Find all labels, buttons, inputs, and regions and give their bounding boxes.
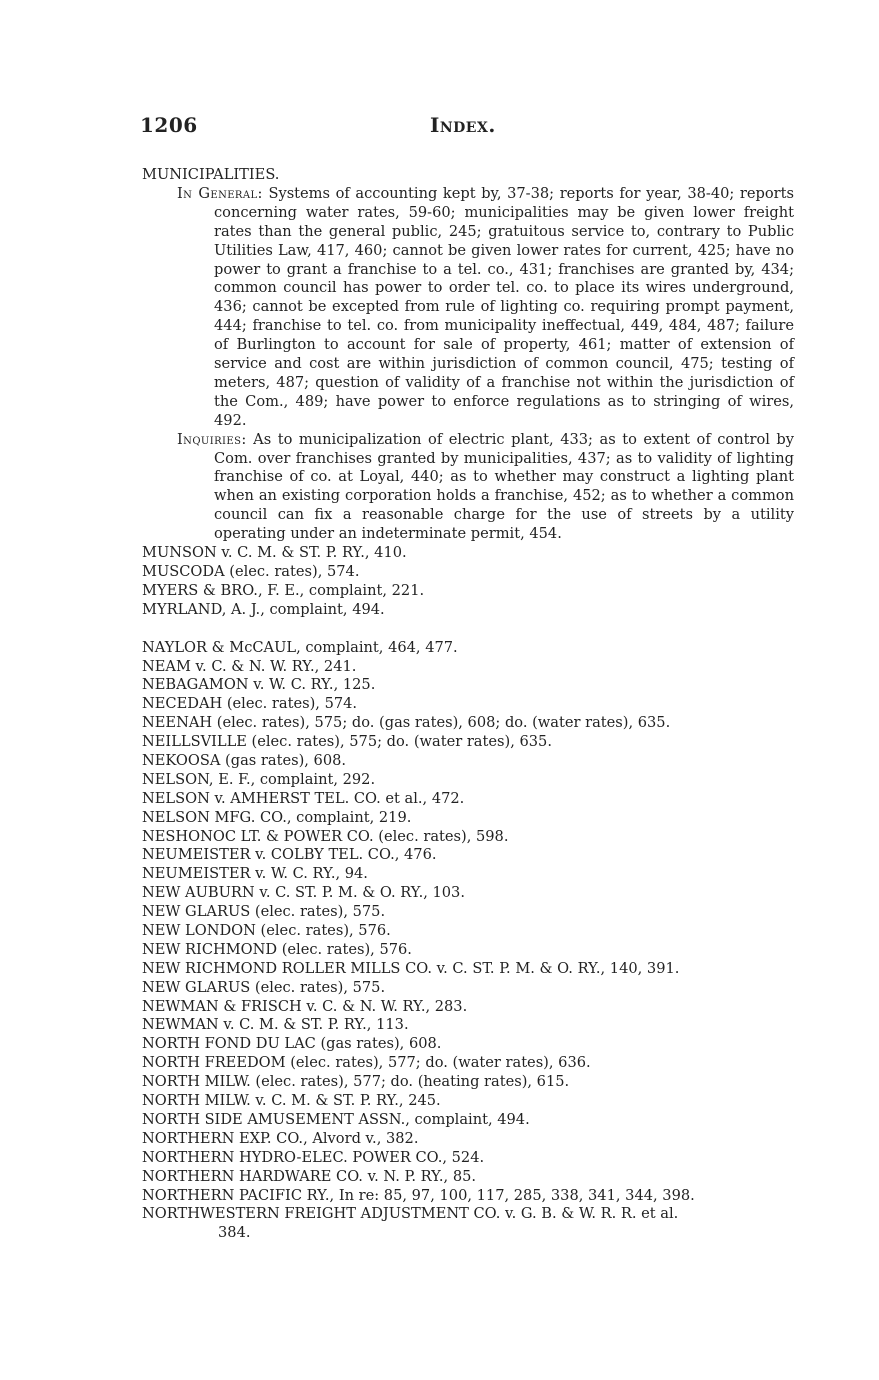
index-entry: NEW RICHMOND (elec. rates), 576. [142, 940, 412, 958]
index-entry: NEAM v. C. & N. W. RY., 241. [142, 657, 357, 675]
index-entry: NEW GLARUS (elec. rates), 575. [142, 903, 386, 921]
index-entry: NORTH MILW. v. C. M. & ST. P. RY., 245. [142, 1092, 441, 1110]
index-entry: NORTHERN PACIFIC RY., In re: 85, 97, 100, 117, 285, 338, 341, 344, 398. [142, 1186, 695, 1204]
subentry-text: Systems of accounting kept by, 37-38; reports for year, 38-40; reports concerning water rates, 59-60; municipalities may be given lower freight rates than the general public, 245; gratuitous service to, contrary to Public Utilities Law, 417, 460; cannot be given lower rates for current, 425; have no power to grant a franchise to a tel. co., 431; franchises are granted by, 434; common council has power to order tel. co. to place its wires underground, 436; cannot be excepted from rule of lighting co. requiring prompt payment, 444; franchise to tel. co. from municipality ineffectual, 449, 484, 487; failure of Burlington to account for sale of property, 461; matter of extension of service and cost are within jurisdiction of common council, 475; testing of meters, 487; question of validity of a franchise not within the jurisdiction of the Com., 489; have power to enforce regulations as to stringing of wires, 492. [214, 184, 795, 429]
index-entry: NELSON v. AMHERST TEL. CO. et al., 472. [142, 789, 465, 807]
index-entry: NORTH FREEDOM (elec. rates), 577; do. (water rates), 636. [142, 1054, 591, 1072]
subentry-text: As to municipalization of electric plant, 433; as to extent of control by Com. over franchises granted by municipalities, 437; as to validity of lighting franchise of co. at Loyal, 440; as to whether may construct a lighting plant when an existing corporation holds a franchise, 452; as to whether a common council can fix a reasonable charge for the use of streets by a utility operating under an indeterminate permit, 454. [214, 430, 795, 543]
subentry-label: In General: [177, 184, 263, 202]
index-entry: NEILLSVILLE (elec. rates), 575; do. (water rates), 635. [142, 733, 552, 751]
index-entry: NORTHERN HYDRO-ELEC. POWER CO., 524. [142, 1148, 485, 1166]
index-entry: NEBAGAMON v. W. C. RY., 125. [142, 676, 376, 694]
index-entry: NORTHWESTERN FREIGHT ADJUSTMENT CO. v. G. B. & W. R. R. et al. [142, 1205, 679, 1223]
index-entry: NEWMAN & FRISCH v. C. & N. W. RY., 283. [142, 997, 468, 1015]
index-entry: NEW AUBURN v. C. ST. P. M. & O. RY., 103. [142, 884, 465, 902]
index-entry: NEWMAN v. C. M. & ST. P. RY., 113. [142, 1016, 409, 1034]
index-entry: MUSCODA (elec. rates), 574. [142, 563, 360, 580]
running-head: Index. [430, 113, 496, 137]
index-entry: NORTH SIDE AMUSEMENT ASSN., complaint, 494. [142, 1110, 530, 1128]
page-header [140, 113, 795, 143]
page-number: 1206 [140, 113, 198, 137]
index-entry: NECEDAH (elec. rates), 574. [142, 695, 358, 713]
index-entry: NELSON, E. F., complaint, 292. [142, 770, 376, 788]
index-entry: NORTH MILW. (elec. rates), 577; do. (heating rates), 615. [142, 1073, 570, 1091]
entry-heading-municipalities: MUNICIPALITIES. [142, 166, 280, 183]
index-entry: NEUMEISTER v. COLBY TEL. CO., 476. [142, 846, 437, 864]
index-entry: NEUMEISTER v. W. C. RY., 94. [142, 865, 368, 883]
index-entry: NORTH FOND DU LAC (gas rates), 608. [142, 1035, 442, 1053]
index-entry: MYRLAND, A. J., complaint, 494. [142, 600, 385, 618]
index-entry-continuation: 384. [218, 1224, 251, 1242]
index-entry: NEENAH (elec. rates), 575; do. (gas rates), 608; do. (water rates), 635. [142, 714, 671, 732]
index-entry: NEW GLARUS (elec. rates), 575. [142, 978, 386, 996]
index-entry: MUNSON v. C. M. & ST. P. RY., 410. [142, 544, 407, 562]
index-body [142, 166, 794, 1243]
index-entry: MYERS & BRO., F. E., complaint, 221. [142, 581, 425, 599]
subentry-label: Inquiries: [177, 430, 247, 448]
index-entry: NORTHERN HARDWARE CO. v. N. P. RY., 85. [142, 1167, 477, 1185]
index-entry: NEW RICHMOND ROLLER MILLS CO. v. C. ST. P. M. & O. RY., 140, 391. [142, 959, 680, 977]
index-entry: NEKOOSA (gas rates), 608. [142, 752, 347, 770]
index-entry: NORTHERN EXP. CO., Alvord v., 382. [142, 1129, 419, 1147]
index-entry: NEW LONDON (elec. rates), 576. [142, 922, 391, 940]
index-entry: NELSON MFG. CO., complaint, 219. [142, 808, 412, 826]
index-entry: NAYLOR & McCAUL, complaint, 464, 477. [142, 638, 458, 656]
index-entry: NESHONOC LT. & POWER CO. (elec. rates), 598. [142, 827, 509, 845]
subentry-in-general [177, 185, 794, 431]
subentry-inquiries [177, 431, 794, 544]
section-gap [142, 620, 794, 639]
